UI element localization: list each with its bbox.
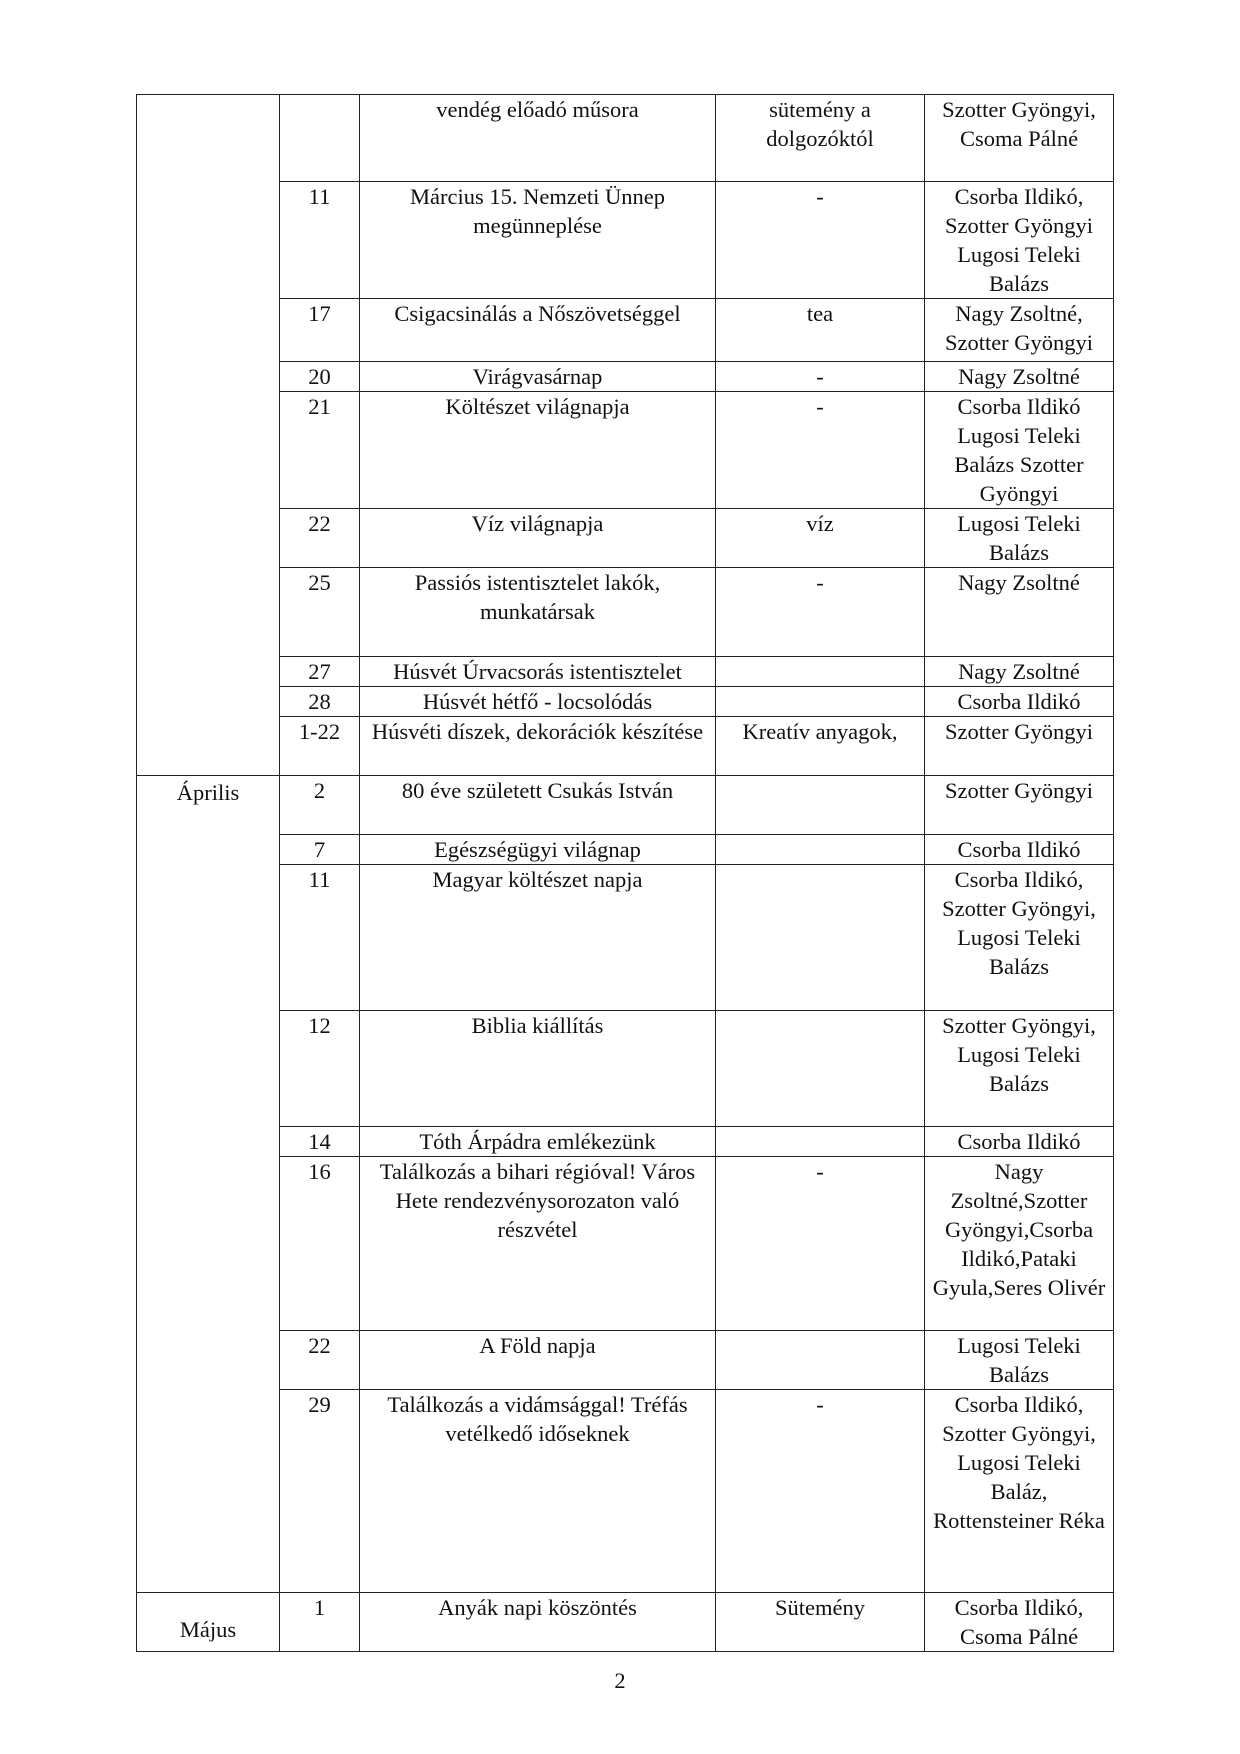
day-cell: 25 — [280, 568, 360, 657]
responsible-cell: Csorba Ildikó — [925, 835, 1114, 865]
table-row — [137, 182, 1114, 299]
event-cell: Biblia kiállítás — [360, 1011, 716, 1127]
schedule-body — [137, 95, 1114, 1652]
month-cell — [137, 95, 280, 776]
event-cell: Húsvét Úrvacsorás istentisztelet — [360, 657, 716, 687]
event-cell: Virágvasárnap — [360, 362, 716, 392]
responsible-cell: Nagy Zsoltné,Szotter Gyöngyi,Csorba Ildikó,Pataki Gyula,Seres Olivér — [925, 1157, 1114, 1331]
supplies-cell — [716, 687, 925, 717]
responsible-cell: Csorba Ildikó, Szotter Gyöngyi, Lugosi Teleki Balázs — [925, 865, 1114, 1011]
day-cell: 22 — [280, 509, 360, 568]
event-cell: Március 15. Nemzeti Ünnep megünneplése — [360, 182, 716, 299]
supplies-cell: - — [716, 182, 925, 299]
supplies-cell: víz — [716, 509, 925, 568]
day-cell: 21 — [280, 392, 360, 509]
event-cell: Magyar költészet napja — [360, 865, 716, 1011]
responsible-cell: Csorba Ildikó — [925, 687, 1114, 717]
event-cell: Egészségügyi világnap — [360, 835, 716, 865]
page-number: 2 — [614, 1668, 626, 1693]
event-cell: vendég előadó műsora — [360, 95, 716, 182]
responsible-cell: Nagy Zsoltné, Szotter Gyöngyi — [925, 299, 1114, 362]
table-row — [137, 1157, 1114, 1331]
responsible-cell: Szotter Gyöngyi, Csoma Pálné — [925, 95, 1114, 182]
day-cell: 7 — [280, 835, 360, 865]
table-row — [137, 717, 1114, 776]
table-row — [137, 362, 1114, 392]
responsible-cell: Szotter Gyöngyi, Lugosi Teleki Balázs — [925, 1011, 1114, 1127]
event-cell: 80 éve született Csukás István — [360, 776, 716, 835]
table-row — [137, 1011, 1114, 1127]
day-cell: 16 — [280, 1157, 360, 1331]
supplies-cell: sütemény a dolgozóktól — [716, 95, 925, 182]
event-cell: Költészet világnapja — [360, 392, 716, 509]
responsible-cell: Nagy Zsoltné — [925, 362, 1114, 392]
responsible-cell: Csorba Ildikó, Szotter Gyöngyi, Lugosi Teleki Baláz, Rottensteiner Réka — [925, 1390, 1114, 1593]
month-cell — [137, 1593, 280, 1652]
day-cell: 28 — [280, 687, 360, 717]
responsible-cell: Szotter Gyöngyi — [925, 717, 1114, 776]
supplies-cell — [716, 835, 925, 865]
month-label: Április — [176, 780, 240, 805]
table-row — [137, 392, 1114, 509]
supplies-cell: - — [716, 362, 925, 392]
responsible-cell: Lugosi Teleki Balázs — [925, 509, 1114, 568]
event-cell: Találkozás a bihari régióval! Város Hete rendezvénysorozaton való részvétel — [360, 1157, 716, 1331]
day-cell: 11 — [280, 865, 360, 1011]
responsible-cell: Csorba Ildikó, Szotter Gyöngyi Lugosi Teleki Balázs — [925, 182, 1114, 299]
supplies-cell: Kreatív anyagok, — [716, 717, 925, 776]
supplies-cell: - — [716, 1390, 925, 1593]
supplies-cell: tea — [716, 299, 925, 362]
table-row — [137, 865, 1114, 1011]
supplies-cell: - — [716, 1157, 925, 1331]
event-cell: Víz világnapja — [360, 509, 716, 568]
supplies-cell: Sütemény — [716, 1593, 925, 1652]
responsible-cell: Csorba Ildikó Lugosi Teleki Balázs Szotter Gyöngyi — [925, 392, 1114, 509]
event-cell: Húsvéti díszek, dekorációk készítése — [360, 717, 716, 776]
supplies-cell — [716, 1127, 925, 1157]
event-cell: Csigacsinálás a Nőszövetséggel — [360, 299, 716, 362]
day-cell: 20 — [280, 362, 360, 392]
supplies-cell: - — [716, 568, 925, 657]
responsible-cell: Nagy Zsoltné — [925, 657, 1114, 687]
event-cell: Húsvét hétfő - locsolódás — [360, 687, 716, 717]
event-cell: Anyák napi köszöntés — [360, 1593, 716, 1652]
supplies-cell — [716, 1331, 925, 1390]
table-row — [137, 1390, 1114, 1593]
supplies-cell — [716, 1011, 925, 1127]
day-cell: 12 — [280, 1011, 360, 1127]
table-row — [137, 568, 1114, 657]
day-cell: 29 — [280, 1390, 360, 1593]
day-cell: 1-22 — [280, 717, 360, 776]
day-cell: 17 — [280, 299, 360, 362]
day-cell: 1 — [280, 1593, 360, 1652]
supplies-cell: - — [716, 392, 925, 509]
supplies-cell — [716, 657, 925, 687]
day-cell: 27 — [280, 657, 360, 687]
supplies-cell — [716, 776, 925, 835]
responsible-cell: Lugosi Teleki Balázs — [925, 1331, 1114, 1390]
table-row — [137, 1331, 1114, 1390]
table-row — [137, 299, 1114, 362]
schedule-table — [136, 94, 1114, 1652]
responsible-cell: Nagy Zsoltné — [925, 568, 1114, 657]
table-row — [137, 509, 1114, 568]
event-cell: A Föld napja — [360, 1331, 716, 1390]
responsible-cell: Csorba Ildikó — [925, 1127, 1114, 1157]
responsible-cell: Csorba Ildikó, Csoma Pálné — [925, 1593, 1114, 1652]
day-cell: 11 — [280, 182, 360, 299]
event-cell: Passiós istentisztelet lakók, munkatársak — [360, 568, 716, 657]
responsible-cell: Szotter Gyöngyi — [925, 776, 1114, 835]
day-cell: 14 — [280, 1127, 360, 1157]
table-row — [137, 1127, 1114, 1157]
table-row — [137, 776, 1114, 835]
table-row — [137, 95, 1114, 182]
day-cell — [280, 95, 360, 182]
day-cell: 2 — [280, 776, 360, 835]
table-row — [137, 657, 1114, 687]
month-cell — [137, 776, 280, 1593]
event-cell: Találkozás a vidámsággal! Tréfás vetélkedő időseknek — [360, 1390, 716, 1593]
table-row — [137, 1593, 1114, 1652]
event-cell: Tóth Árpádra emlékezünk — [360, 1127, 716, 1157]
table-row — [137, 835, 1114, 865]
month-label: Május — [179, 1617, 237, 1642]
supplies-cell — [716, 865, 925, 1011]
day-cell: 22 — [280, 1331, 360, 1390]
table-row — [137, 687, 1114, 717]
